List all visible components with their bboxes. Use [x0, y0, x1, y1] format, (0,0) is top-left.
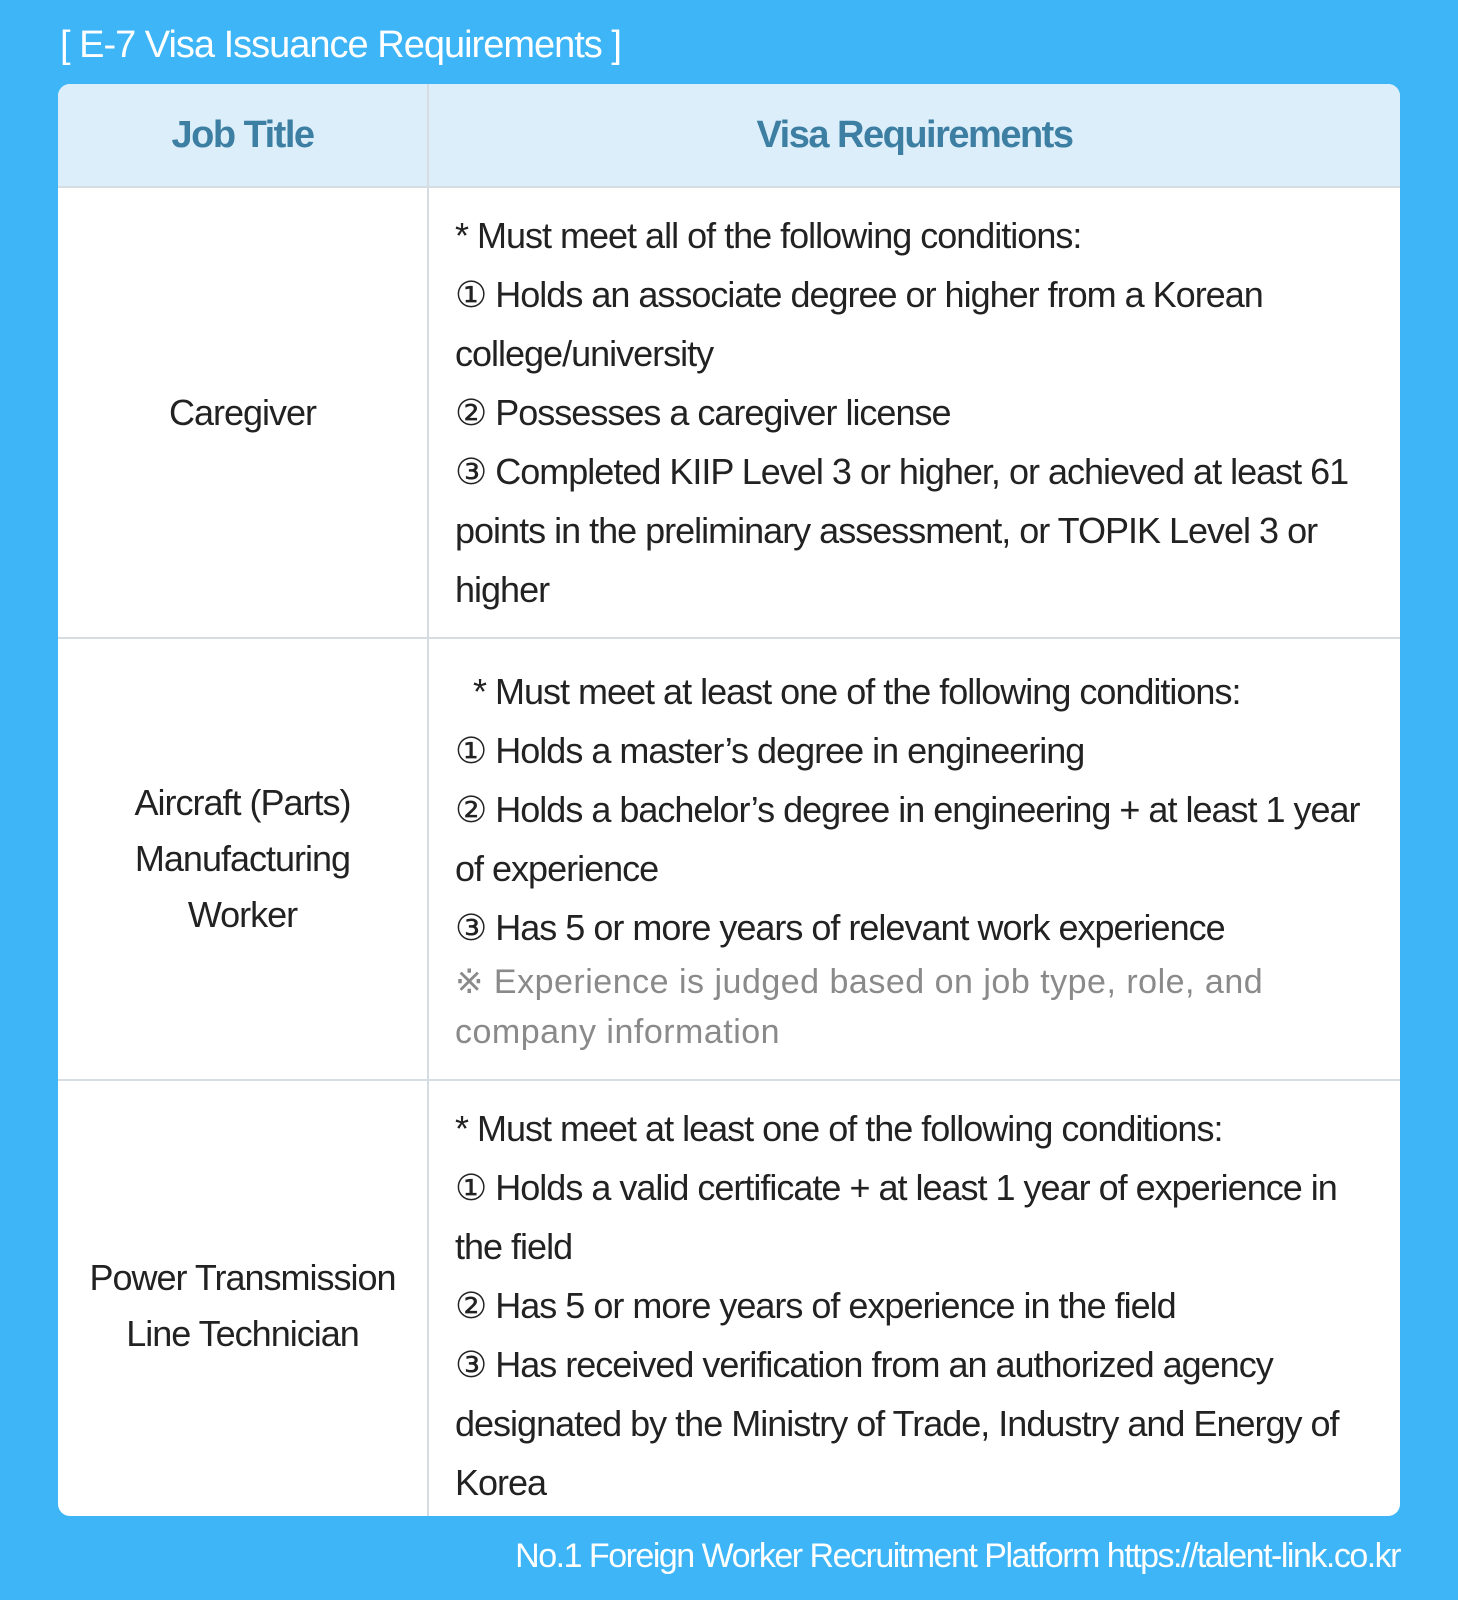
table-header-row — [58, 84, 1400, 187]
requirements-cell — [428, 187, 1400, 638]
job-title-cell — [58, 1080, 428, 1516]
job-title-line: Manufacturing — [134, 838, 351, 879]
table-row-caregiver — [58, 187, 1400, 638]
job-title-line: Worker — [187, 894, 298, 935]
table-row-aircraft-parts-manufacturing-worker — [58, 638, 1400, 1080]
job-title-line: Caregiver — [168, 391, 317, 433]
job-title-cell — [58, 638, 428, 1080]
requirement-item: ① Holds a master’s degree in engineering — [455, 729, 1085, 771]
requirement-item: ② Possesses a caregiver license — [455, 392, 951, 433]
job-title-cell — [58, 187, 428, 638]
condition-intro: * Must meet at least one of the following conditions: — [473, 670, 1241, 712]
table-row-power-transmission-line-technician — [58, 1080, 1400, 1516]
requirements-cell — [428, 1080, 1400, 1516]
requirement-item: ② Has 5 or more years of experience in the field — [455, 1285, 1176, 1326]
job-title-line: Aircraft (Parts) — [134, 782, 351, 823]
requirement-item: ③ Has 5 or more years of relevant work experience — [455, 906, 1225, 948]
condition-intro: * Must meet at least one of the following conditions: — [455, 1108, 1223, 1149]
job-title-line: Line Technician — [126, 1312, 359, 1354]
column-header-job-title: Job Title — [58, 84, 428, 187]
page-title: [ E-7 Visa Issuance Requirements ] — [60, 24, 621, 66]
condition-intro: * Must meet all of the following conditions: — [455, 215, 1082, 256]
footer-branding: No.1 Foreign Worker Recruitment Platform https://talent-link.co.kr — [515, 1537, 1400, 1575]
requirement-item: ② Holds a bachelor’s degree in engineering + at least 1 year of experience — [455, 788, 1360, 889]
requirements-table-card — [58, 84, 1400, 1516]
job-title-line: Power Transmission — [89, 1256, 396, 1298]
requirements-cell — [428, 638, 1400, 1080]
requirements-table — [58, 84, 1400, 1516]
requirement-item: ③ Completed KIIP Level 3 or higher, or achieved at least 61 points in the preliminary assessment, or TOPIK Level 3 or higher — [455, 451, 1349, 610]
requirement-item: ① Holds an associate degree or higher from a Korean college/university — [455, 274, 1263, 374]
requirement-item: ③ Has received verification from an authorized agency designated by the Ministry of Trade, Industry and Energy of Korea — [455, 1344, 1339, 1503]
column-header-visa-requirements: Visa Requirements — [428, 84, 1400, 187]
requirement-item: ① Holds a valid certificate + at least 1 year of experience in the field — [455, 1167, 1337, 1267]
requirement-note: ※ Experience is judged based on job type, role, and company information — [455, 962, 1264, 1051]
